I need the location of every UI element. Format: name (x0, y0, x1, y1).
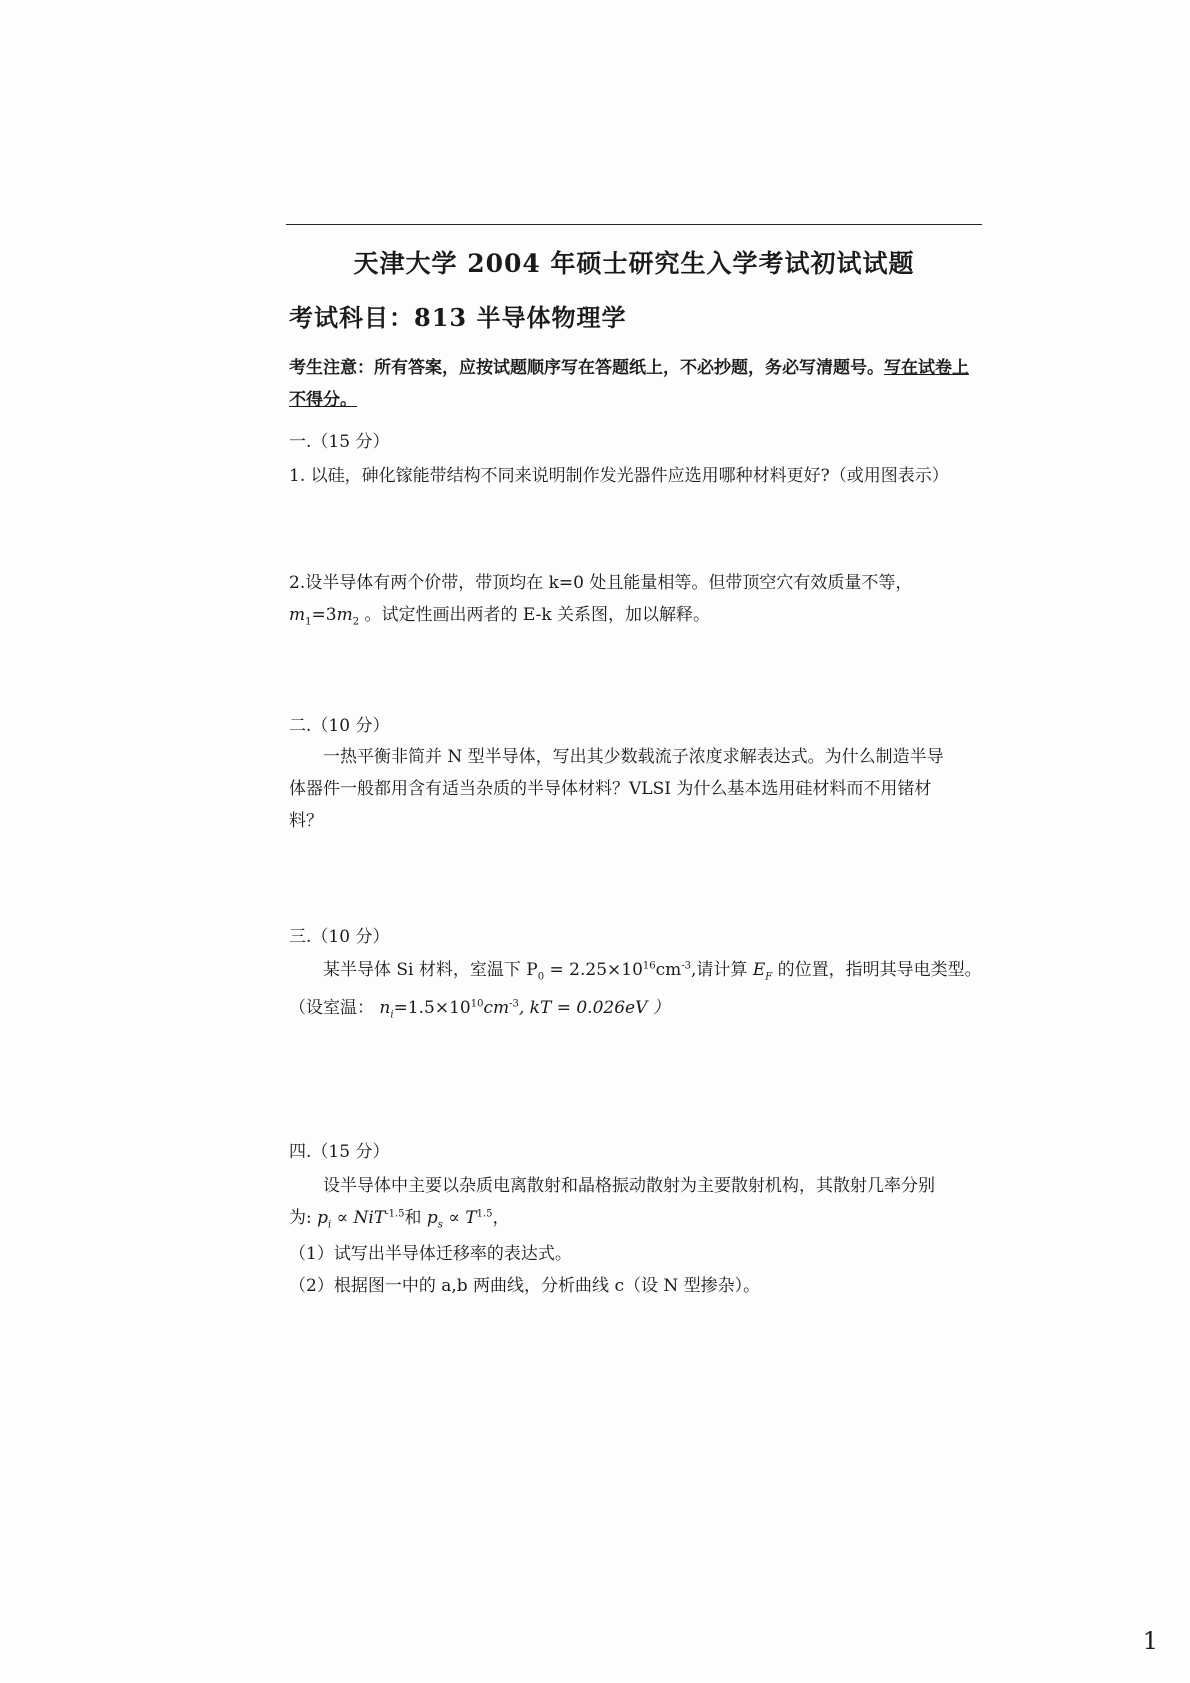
question-1-item-2-line-1: 2.设半导体有两个价带，带顶均在 k=0 处且能量相等。但带顶空穴有效质量不等， (289, 573, 913, 593)
q3-l2-d: , kT = 0.026eV ） (518, 998, 670, 1018)
q3-l1-b: = 2.25×10 (544, 960, 643, 980)
q4-l2-b: ∝ NiT (331, 1208, 386, 1228)
question-3-line-2: （设室温： $n_i=1.5\times 10^{10}cm^{-3}$, kT = 0.026eV ） (289, 998, 670, 1021)
question-2-heading: 二.（10 分） (289, 716, 390, 736)
page-title: 天津大学 2004 年硕士研究生入学考试初试试题 (353, 249, 915, 278)
question-2-line-3: 料？ (289, 811, 323, 831)
page-number: 1 (1142, 1627, 1158, 1655)
notice-text: 考生注意：所有答案，应按试题顺序写在答题纸上，不必抄题，务必写清题号。 (289, 358, 884, 378)
notice-underlined-text: 写在试卷上不得分。 (289, 358, 969, 410)
question-3-body (289, 954, 983, 1024)
question-3-heading: 三.（10 分） (289, 927, 390, 947)
candidate-notice (289, 352, 983, 416)
question-1-item-2 (289, 567, 983, 631)
exam-subject: 考试科目：813 半导体物理学 (289, 303, 627, 332)
question-1-item-2-line-2-text: 。试定性画出两者的 E-k 关系图，加以解释。 (364, 605, 711, 625)
question-4-heading: 四.（15 分） (289, 1142, 390, 1162)
question-4-sub-2: （2）根据图一中的 a,b 两曲线，分析曲线 c（设 N 型掺杂）。 (289, 1276, 761, 1296)
question-4-body (289, 1170, 983, 1302)
q4-l2-c: 和 (404, 1208, 427, 1228)
question-4-sub-1: （1）试写出半导体迁移率的表达式。 (289, 1244, 572, 1264)
q3-l2-c: cm (483, 998, 510, 1018)
q3-l2-b: =1.5×10 (393, 998, 471, 1018)
q3-l1-c: cm (655, 960, 682, 980)
question-2-line-2: 体器件一般都用含有适当杂质的半导体材料？VLSI 为什么基本选用硅材料而不用锗材 (289, 779, 932, 799)
question-3-line-1: 某半导体 Si 材料，室温下 $P_0 = 2.25\times 10^{16}cm^{-3}$,请计算 $E_F$ 的位置，指明其导电类型。 (323, 960, 982, 983)
q3-l2-a: （设室温： (289, 998, 380, 1018)
question-1-item-1: 1. 以硅，砷化镓能带结构不同来说明制作发光器件应选用哪种材料更好?（或用图表示） (289, 466, 949, 486)
question-2-body (289, 741, 983, 837)
question-4-line-1: 设半导体中主要以杂质电离散射和晶格振动散射为主要散射机构，其散射几率分别 (323, 1176, 935, 1196)
question-1-heading: 一.（15 分） (289, 432, 390, 452)
q4-l2-d: ∝ T (442, 1208, 477, 1228)
q4-l2-a: 为: (289, 1208, 318, 1228)
q3-l1-e: 的位置，指明其导电类型。 (772, 960, 982, 980)
q4-l2-e: ， (492, 1208, 510, 1228)
q3-l1-d: ,请计算 (691, 960, 753, 980)
question-2-line-1: 一热平衡非简并 N 型半导体，写出其少数载流子浓度求解表达式。为什么制造半导 (323, 747, 944, 767)
header-rule (286, 224, 982, 225)
question-4-line-2: 为: $p_i \propto NiT^{-1.5}$和 $p_s \propto T^{1.5}$， (289, 1208, 510, 1231)
q3-l1-a: 某半导体 Si 材料，室温下 P (323, 960, 538, 980)
question-1-item-2-line-2: $m_1=3m_2$ 。试定性画出两者的 E-k 关系图，加以解释。 (289, 605, 711, 628)
